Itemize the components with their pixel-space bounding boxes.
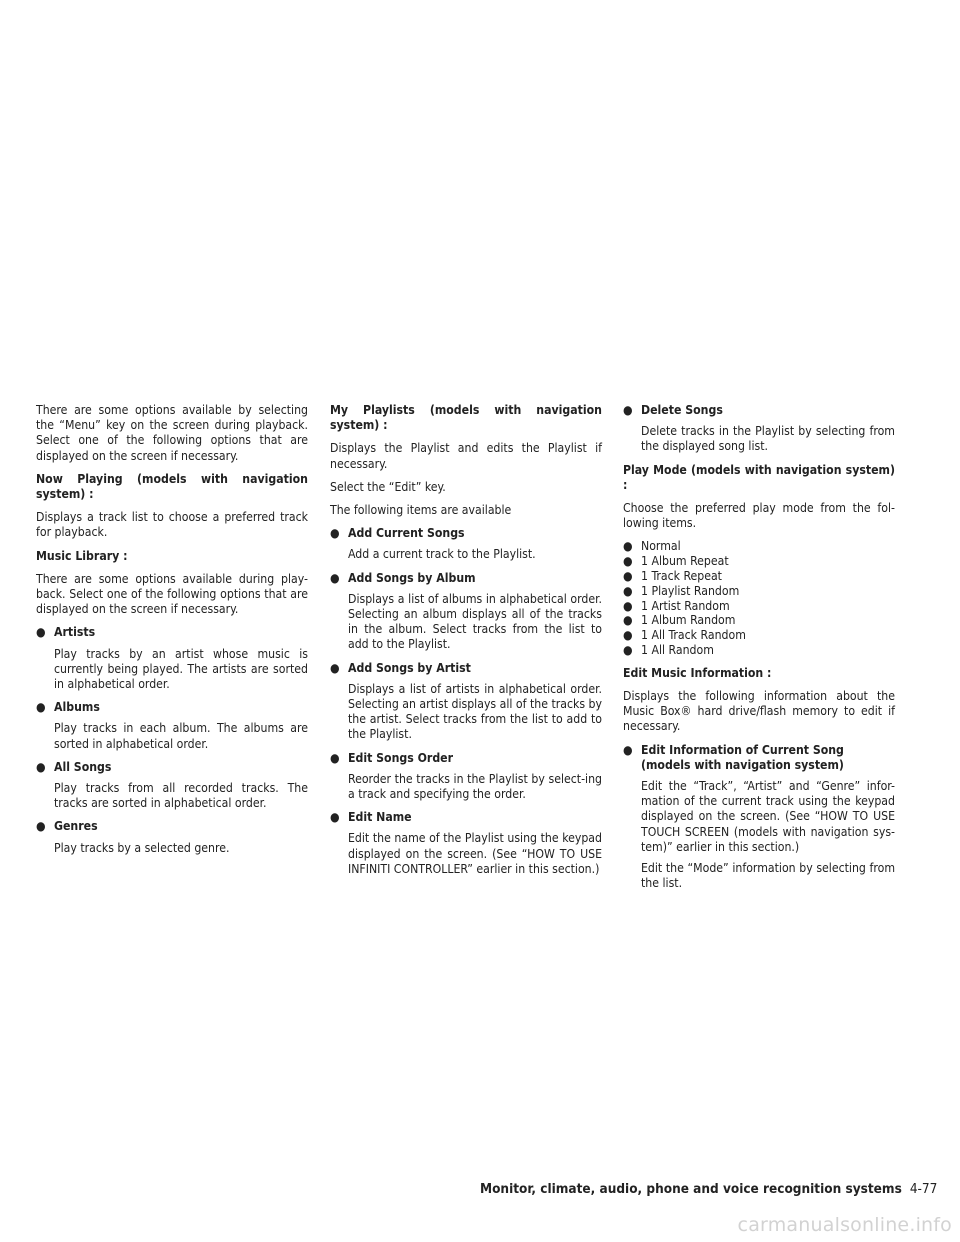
music-library-text: There are some options available during play-back. Select one of the following options that are displayed on the screen if necessary. xyxy=(36,571,308,617)
my-playlists-heading: My Playlists (models with navigation system) : xyxy=(330,403,602,433)
item-text: Delete tracks in the Playlist by selecting from the displayed song list. xyxy=(641,424,895,454)
mode-label: 1 All Track Random xyxy=(641,628,746,643)
bullet-icon: ● xyxy=(36,625,46,640)
mode-label: 1 All Random xyxy=(641,643,714,657)
item-text: Edit the name of the Playlist using the keypad displayed on the screen. (See “HOW TO USE INFINITI CONTROLLER” earlier in this section.) xyxy=(348,831,602,876)
column-2 xyxy=(330,403,602,877)
item-title: Edit Songs Order xyxy=(348,750,454,765)
bullet-icon: ● xyxy=(623,643,633,657)
item-text: Displays a list of artists in alphabetical order. Selecting an artist displays all of the tracks by the artist. Select tracks from the list to add to the Playlist. xyxy=(348,681,602,742)
item-title: All Songs xyxy=(54,759,112,774)
list-item xyxy=(330,526,602,541)
select-edit-text: Select the “Edit” key. xyxy=(330,479,446,494)
item-title: Artists xyxy=(54,625,96,640)
list-item xyxy=(623,554,895,569)
list-item xyxy=(623,613,895,628)
list-item xyxy=(330,751,602,766)
list-item xyxy=(330,571,602,586)
item-text: Play tracks from all recorded tracks. The tracks are sorted in alphabetical order. xyxy=(54,781,308,811)
my-playlists-text: Displays the Playlist and edits the Playlist if necessary. xyxy=(330,441,602,471)
now-playing-text: Displays a track list to choose a preferred track for playback. xyxy=(36,510,308,540)
bullet-icon: ● xyxy=(623,613,633,628)
watermark: carmanualsonline.info xyxy=(737,1214,952,1236)
list-item xyxy=(623,584,895,599)
item-text: Edit the “Track”, “Artist” and “Genre” infor-mation of the current track using the keypad displayed on the screen. (See “HOW TO USE TOUCH SCREEN (models with navigation sys-tem)” earlier in this section.) xyxy=(641,779,895,854)
item-text: Edit the “Mode” information by selecting from the list. xyxy=(641,861,895,891)
item-text: Displays a list of albums in alphabetical order. Selecting an album displays all of the tracks in the album. Select tracks from the list to add to the Playlist. xyxy=(348,591,602,652)
now-playing-heading: Now Playing (models with navigation system) : xyxy=(36,471,308,502)
item-title: Add Current Songs xyxy=(348,526,465,541)
bullet-icon: ● xyxy=(330,526,340,541)
item-title: Albums xyxy=(54,700,100,715)
list-item xyxy=(623,643,895,658)
mode-label: 1 Artist Random xyxy=(641,598,730,613)
list-item xyxy=(623,743,895,773)
bullet-icon: ● xyxy=(623,554,633,569)
bullet-icon: ● xyxy=(330,750,340,765)
column-1 xyxy=(36,403,308,856)
play-mode-list xyxy=(623,539,895,657)
item-title: Add Songs by Album xyxy=(348,570,476,585)
item-title: Add Songs by Artist xyxy=(348,660,471,675)
bullet-icon: ● xyxy=(36,759,46,774)
bullet-icon: ● xyxy=(330,810,340,825)
list-item xyxy=(36,700,308,715)
list-item xyxy=(330,661,602,676)
bullet-icon: ● xyxy=(623,628,633,643)
mode-label: 1 Track Repeat xyxy=(641,569,722,584)
item-text: Add a current track to the Playlist. xyxy=(348,547,536,562)
item-text: Reorder the tracks in the Playlist by select-ing a track and specifying the order. xyxy=(348,771,602,802)
edit-music-info-heading: Edit Music Information : xyxy=(623,665,772,680)
bullet-icon: ● xyxy=(36,819,46,834)
list-item xyxy=(36,760,308,775)
bullet-icon: ● xyxy=(330,660,340,675)
list-item xyxy=(36,625,308,640)
edit-music-info-text: Displays the following information about the Music Box® hard drive/flash memory to edit if necessary. xyxy=(623,689,895,734)
item-title: Edit Name xyxy=(348,810,412,825)
item-text: Play tracks by a selected genre. xyxy=(54,840,230,855)
list-item xyxy=(36,819,308,834)
mode-label: Normal xyxy=(641,539,681,554)
play-mode-heading: Play Mode (models with navigation system) : xyxy=(623,462,895,492)
mode-label: 1 Album Repeat xyxy=(641,554,729,569)
play-mode-text: Choose the preferred play mode from the fol-lowing items. xyxy=(623,501,895,531)
bullet-icon: ● xyxy=(623,598,633,613)
item-title: Edit Information of Current Song (models with navigation system) xyxy=(641,742,844,772)
list-item xyxy=(330,810,602,825)
bullet-icon: ● xyxy=(623,583,633,598)
list-item xyxy=(623,599,895,614)
page-footer xyxy=(480,1181,938,1197)
bullet-icon: ● xyxy=(36,700,46,715)
item-title: Genres xyxy=(54,819,98,834)
page-number: 4-77 xyxy=(909,1181,938,1197)
footer-section-title: Monitor, climate, audio, phone and voice recognition systems xyxy=(480,1181,902,1197)
list-item xyxy=(623,628,895,643)
mode-label: 1 Playlist Random xyxy=(641,583,740,598)
column-3 xyxy=(623,403,895,891)
mode-label: 1 Album Random xyxy=(641,613,736,628)
list-item xyxy=(623,569,895,584)
items-available-text: The following items are available xyxy=(330,503,512,518)
item-text: Play tracks in each album. The albums are sorted in alphabetical order. xyxy=(54,721,308,751)
intro-paragraph: There are some options available by selecting the “Menu” key on the screen during playback. Select one of the following options that are displayed on the screen if necessary. xyxy=(36,403,308,463)
item-text: Play tracks by an artist whose music is currently being played. The artists are sorted in alphabetical order. xyxy=(54,646,308,692)
list-item xyxy=(623,539,895,554)
bullet-icon: ● xyxy=(623,742,633,757)
list-item xyxy=(623,403,895,418)
bullet-icon: ● xyxy=(623,403,633,417)
item-title: Delete Songs xyxy=(641,403,723,417)
bullet-icon: ● xyxy=(623,569,633,584)
music-library-heading: Music Library : xyxy=(36,548,128,563)
bullet-icon: ● xyxy=(330,570,340,585)
bullet-icon: ● xyxy=(623,539,633,554)
